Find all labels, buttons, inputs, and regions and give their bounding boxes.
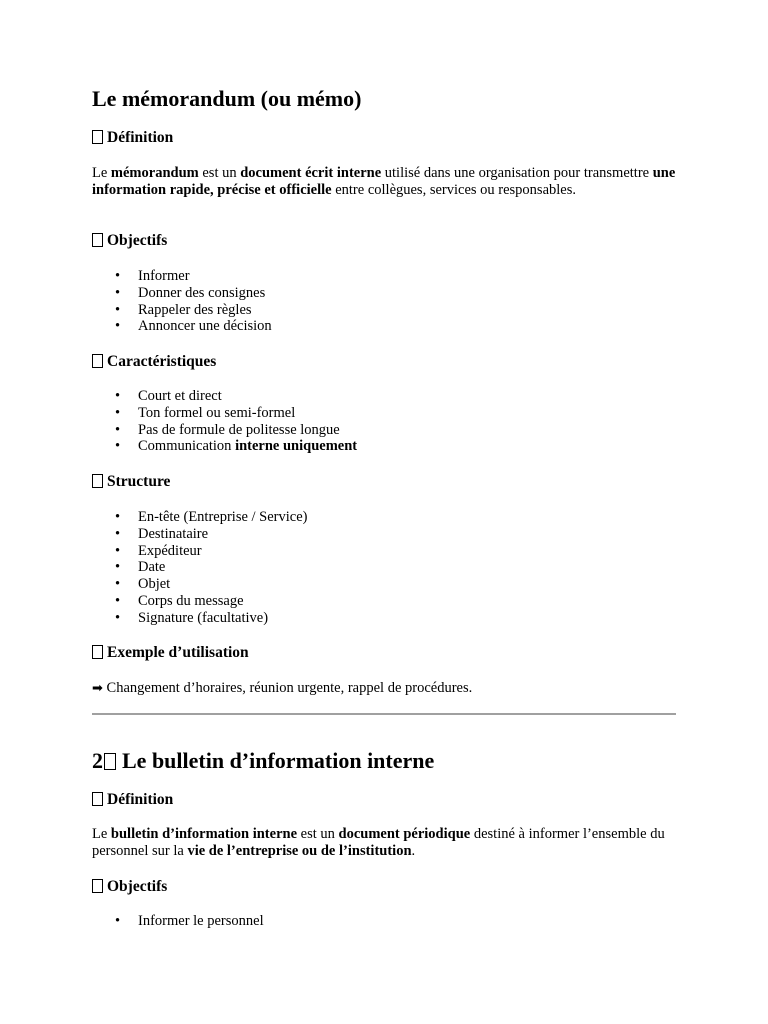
- list-item: • Communication interne uniquement: [115, 438, 358, 455]
- list-item: • Objet: [115, 576, 171, 593]
- section1-caracteristiques-list: [92, 388, 676, 455]
- section1-exemple-text: ➡ Changement d’horaires, réunion urgente, rappel de procédures.: [92, 680, 473, 696]
- list-item: • Date: [115, 559, 166, 576]
- section1-structure-heading: Structure: [92, 473, 170, 491]
- list-item: • Signature (facultative): [115, 609, 269, 626]
- missing-glyph-icon: [92, 130, 103, 144]
- list-item: • Annoncer une décision: [115, 318, 272, 335]
- missing-glyph-icon: [104, 753, 116, 770]
- section1-exemple-heading: Exemple d’utilisation: [92, 644, 249, 662]
- missing-glyph-icon: [92, 645, 103, 659]
- list-item: • Destinataire: [115, 525, 209, 542]
- list-item: • Ton formel ou semi-formel: [115, 404, 296, 421]
- list-item: • Informer le personnel: [115, 913, 264, 929]
- list-item: • Informer: [115, 268, 190, 284]
- list-item: • Court et direct: [115, 388, 222, 404]
- list-item: • Expéditeur: [115, 542, 202, 559]
- section-divider: [92, 713, 676, 715]
- section2-title: 2 Le bulletin d’information interne: [92, 748, 435, 773]
- missing-glyph-icon: [92, 354, 103, 368]
- section2-definition-text: Le bulletin d’information interne est un document périodique destiné à informer l’ensemble du personnel sur la vie de l’entreprise ou de l’institution.: [92, 826, 665, 859]
- list-item: • Rappeler des règles: [115, 301, 252, 318]
- list-item: • En-tête (Entreprise / Service): [115, 509, 308, 525]
- section1-definition-heading: Définition: [92, 129, 173, 147]
- missing-glyph-icon: [92, 792, 103, 806]
- section2-objectifs-heading: Objectifs: [92, 878, 167, 896]
- missing-glyph-icon: [92, 879, 103, 893]
- section1-definition-text: Le mémorandum est un document écrit interne utilisé dans une organisation pour transmettre une information rapide, précise et officielle entre collègues, services ou responsables.: [92, 165, 676, 198]
- missing-glyph-icon: [92, 474, 103, 488]
- section1-caracteristiques-heading: Caractéristiques: [92, 353, 216, 371]
- section2-objectifs-list: [92, 913, 676, 930]
- list-item: • Donner des consignes: [115, 284, 266, 301]
- section2-definition-heading: Définition: [92, 791, 173, 809]
- section1-objectifs-list: [92, 268, 676, 335]
- section1-objectifs-heading: Objectifs: [92, 232, 167, 250]
- list-item: • Corps du message: [115, 592, 244, 609]
- section1-title: Le mémorandum (ou mémo): [92, 86, 362, 111]
- arrow-right-icon: ➡: [92, 681, 103, 696]
- list-item: • Pas de formule de politesse longue: [115, 421, 340, 438]
- missing-glyph-icon: [92, 233, 103, 247]
- section1-structure-list: [92, 509, 676, 627]
